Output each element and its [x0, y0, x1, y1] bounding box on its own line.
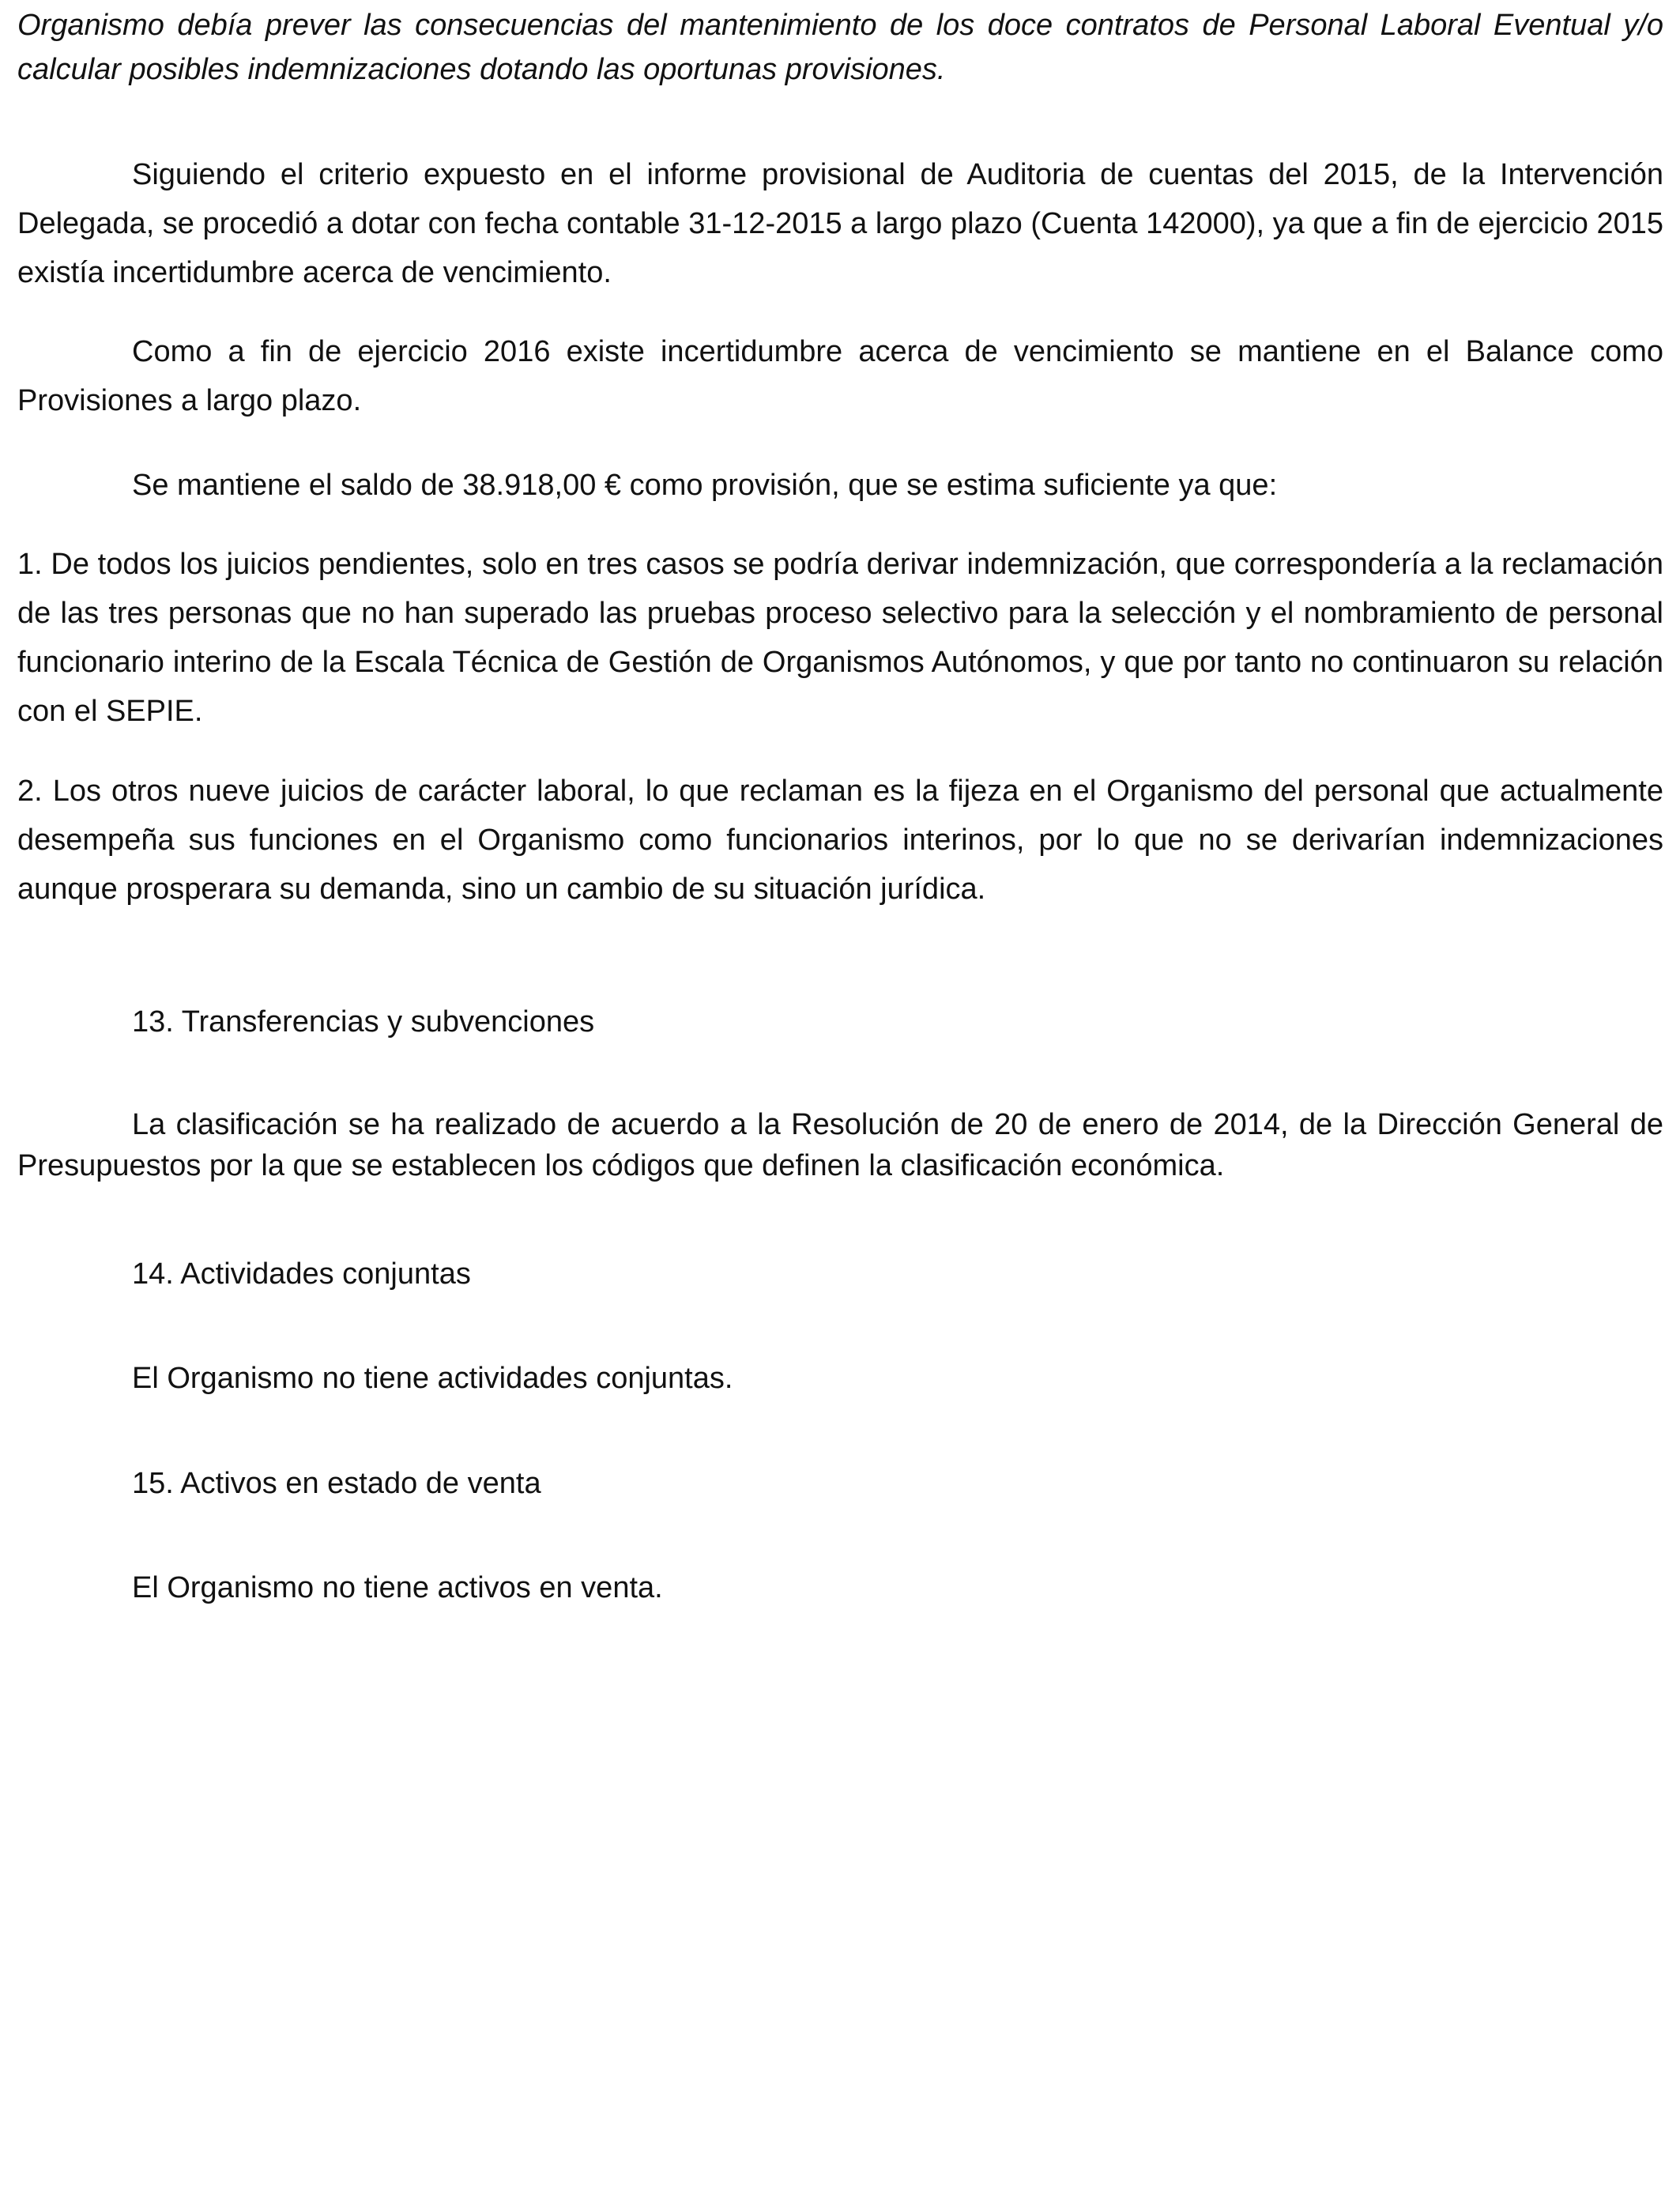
section-15-text: El Organismo no tiene activos en venta.: [132, 1571, 663, 1604]
numbered-item-2: 2. Los otros nueve juicios de carácter laboral, lo que reclaman es la fijeza en el Organismo del personal que actualmente desempeña sus funciones en el Organismo como funcionarios interinos, por lo que no se derivarían indemnizaciones aunque prosperara su demanda, sino un cambio de su situación jurídica.: [17, 775, 1663, 906]
section-13-heading: 13. Transferencias y subvenciones: [132, 1005, 595, 1039]
section-14-heading: 14. Actividades conjuntas: [132, 1257, 471, 1291]
section-15-heading: 15. Activos en estado de venta: [132, 1467, 541, 1500]
section-13-text: La clasificación se ha realizado de acuerdo a la Resolución de 20 de enero de 2014, de la Dirección General de Presupuestos por la que se establecen los códigos que definen la clasificación económica.: [17, 1108, 1663, 1182]
audit-provision-paragraph: Siguiendo el criterio expuesto en el informe provisional de Auditoria de cuentas del 2015, de la Intervención Delegada, se procedió a dotar con fecha contable 31-12-2015 a largo plazo (Cuenta 142000), ya que a fin de ejercicio 2015 existía incertidumbre acerca de vencimiento.: [17, 158, 1663, 289]
provision-balance-paragraph: Se mantiene el saldo de 38.918,00 € como provisión, que se estima suficiente ya que:: [132, 469, 1278, 502]
section-14-text: El Organismo no tiene actividades conjuntas.: [132, 1362, 733, 1395]
numbered-item-1: 1. De todos los juicios pendientes, solo en tres casos se podría derivar indemnización, que correspondería a la reclamación de las tres personas que no han superado las pruebas proceso selectivo para la selección y el nombramiento de personal funcionario interino de la Escala Técnica de Gestión de Organismos Autónomos, y que por tanto no continuaron su relación con el SEPIE.: [17, 548, 1663, 728]
balance-provision-paragraph: Como a fin de ejercicio 2016 existe incertidumbre acerca de vencimiento se mantiene en el Balance como Provisiones a largo plazo.: [17, 335, 1663, 417]
intro-italic-paragraph: Organismo debía prever las consecuencias del mantenimiento de los doce contratos de Personal Laboral Eventual y/o calcular posibles indemnizaciones dotando las oportunas provisiones.: [17, 9, 1663, 86]
